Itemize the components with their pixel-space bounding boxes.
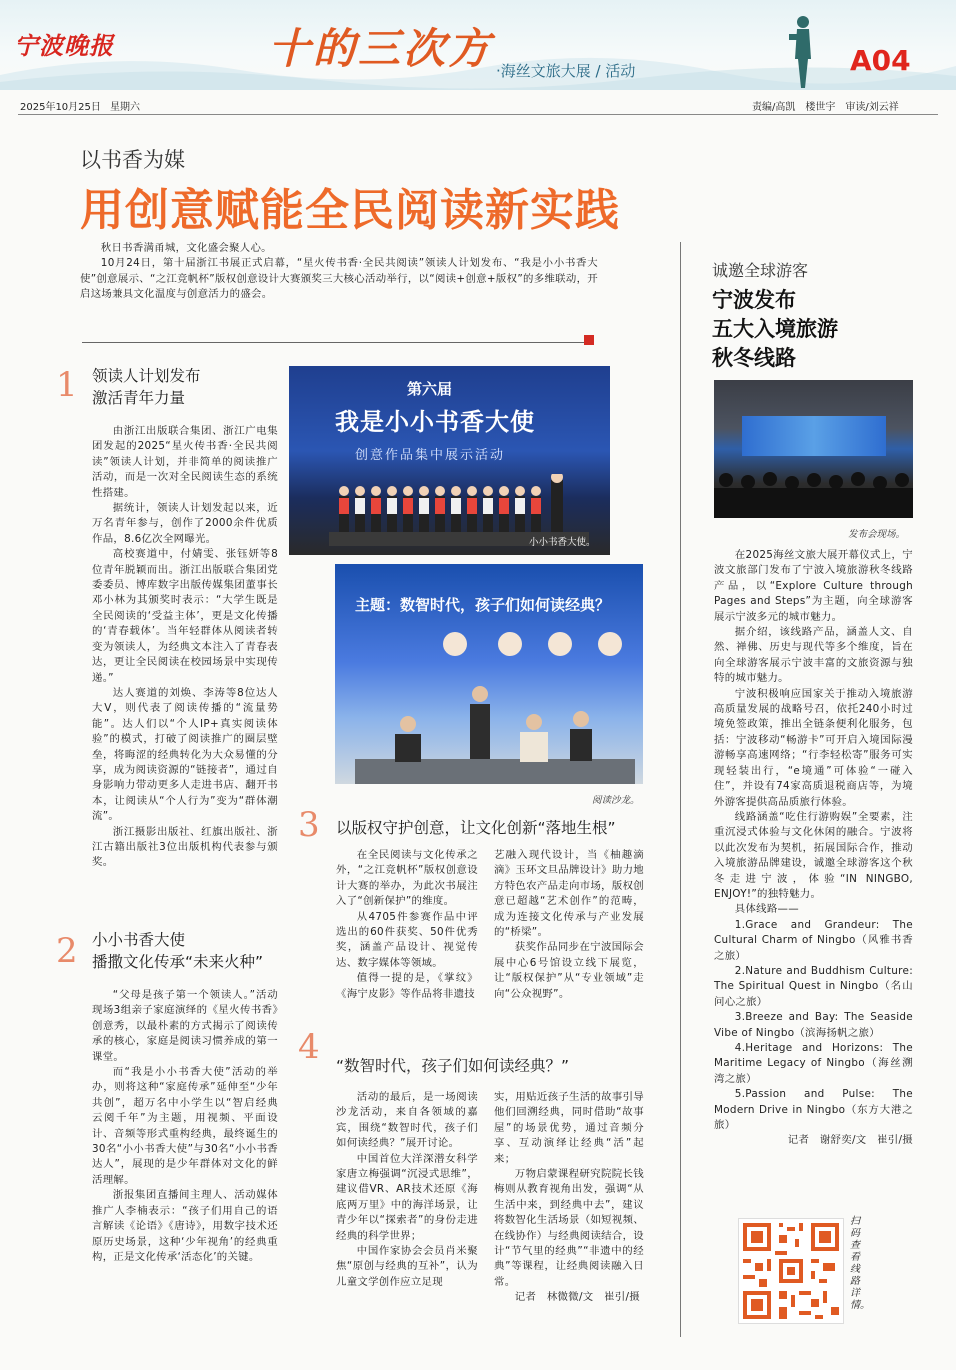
section-title: 播撒文化传承“未来火种”: [92, 953, 264, 971]
date: 2025年10月25日: [20, 102, 101, 113]
routes-title: 具体线路——: [734, 903, 799, 916]
section-number: 2: [56, 931, 78, 971]
paragraph: 万物启蒙课程研究院院长钱梅则从教育视角出发，强调“从生活中来，到经典中去”，建议将数智化生活场景（如短视频、在线协作）与经典阅读结合，设计“节气里的经典”“非遗中的经典”等课程，让经典阅读融入日常。: [494, 1168, 644, 1288]
headline-kicker: 以书香为媒: [80, 148, 185, 172]
section3-col1: [336, 848, 478, 1002]
paragraph: 浙报集团直播间主理人、活动媒体推广人李楠表示：“孩子们用自己的语言解读《论语》《唐诗》，用数字技术还原历史场景，这种‘少年视角’的经典重构，正是文化传承‘活态化’的关键。: [92, 1189, 278, 1263]
paragraph: 由浙江出版联合集团、浙江广电集团发起的2025“星火传书香·全民共阅读”领读人计划，并非简单的阅读推广活动，而是一次对全民阅读生态的系统性搭建。: [92, 425, 278, 499]
paragraph: 艺融入现代设计，当《柚趣滴滴》玉环文旦品牌设计》助力地方特色农产品走向市场，版权创意已超越“艺术创作”的范畴，成为连接文化传承与产业发展的“桥梁”。: [494, 849, 644, 939]
paragraph: 据介绍，该线路产品，涵盖人文、自然、禅佛、历史与现代等多个维度，旨在向全球游客展示宁波丰富的文旅资源与独特的城市魅力。: [714, 626, 913, 685]
weekday: 星期六: [110, 102, 140, 113]
lead-paragraph: 秋日书香满甬城，文化盛会聚人心。: [100, 242, 272, 254]
masthead-rule: [18, 114, 938, 115]
byline: 记者 林微微/文 崔引/摄: [514, 1291, 640, 1304]
section-number: 4: [298, 1027, 320, 1067]
lead-rule: [82, 342, 592, 343]
photo1-heading: 创意作品集中展示活动: [355, 448, 506, 463]
photo1-caption: 小小书香大使。: [529, 537, 596, 548]
column-subtitle: ·海丝文旅大展 / 活动: [496, 62, 636, 80]
photo1-heading: 我是小小书香大使: [335, 408, 535, 436]
photo-little-ambassadors: [289, 366, 610, 555]
section3-col2: [494, 848, 644, 1002]
qr-code[interactable]: [738, 1218, 844, 1324]
section4-col1: [336, 1090, 478, 1290]
paragraph: 从4705件参赛作品中评选出的60件获奖、50件优秀奖，涵盖产品设计、视觉传达、数字媒体等领域。: [336, 910, 478, 969]
section2-body: [92, 988, 278, 1265]
lead-rule-square: [584, 335, 594, 345]
section-number: 1: [56, 365, 78, 405]
paragraph: 宁波积极响应国家关于推动入境旅游高质量发展的战略号召，依托240小时过境免签政策，推出全链条便利化服务，包括：宁波移动“畅游卡”可开启入境国际漫游畅享高速网络；“行李轻松寄”服务可实现轻装出行，“e境通”可体验“一碰入住”，并设有74家高质退税商店等，为境外游客提供高品质旅行体验。: [714, 687, 913, 808]
launch-screen: [742, 416, 886, 456]
paragraph: 而“我是小小书香大使”活动的举办，则将这种“家庭传承”延伸至“少年共创”，超万名中小学生以“智启经典 云阅千年”为主题，用视频、平面设计、音频等形式重构经典，最终诞生的30名“小小书香大使”与30名“小小书香达人”，展现的是少年群体对文化的鲜活理解。: [92, 1066, 278, 1186]
masthead: [0, 0, 956, 92]
byline: 记者 谢舒奕/文 崔引/摄: [787, 1134, 913, 1147]
lead: [80, 241, 598, 303]
editors: 责编/高凯 楼世宇 审读/刘云祥: [752, 102, 899, 113]
paragraph: 在全民阅读与文化传承之外，“之江竞帆杯”版权创意设计大赛的举办，为此次书展注入了“创新保护”的维度。: [336, 849, 478, 908]
route-item: 3.Breeze and Bay: The Seaside Vibe of Ningbo（滨海扬帆之旅）: [714, 1011, 913, 1039]
section-number: 3: [298, 805, 320, 845]
sidebar-title: 宁波发布: [712, 288, 796, 312]
paragraph: 中国首位大洋深潜女科学家唐立梅强调“沉浸式思维”，建议借VR、AR技术还原《海底两万里》中的海洋场景，让青少年以“探索者”的身份走进经典的科学世界；: [336, 1152, 478, 1242]
lead-paragraph: 10月24日，第十届浙江书展正式启幕，“星火传书香·全民共阅读”领读人计划发布、“我是小小书香大使”创意展示、“之江竞帆杯”版权创意设计大赛颁奖三大核心活动举行，以“阅读+创意+版权”的多维联动，开启这场兼具文化温度与创意活力的盛会。: [80, 257, 598, 301]
qr-pattern-icon: [739, 1219, 843, 1323]
sidebar-title: 五大入境旅游: [712, 317, 838, 341]
photo1-heading: 第六届: [407, 380, 453, 398]
paragraph: 中国作家协会会员肖米聚焦“原创与经典的互补”，认为儿童文学创作应立足现: [336, 1245, 478, 1288]
paragraph: “父母是孩子第一个领读人。”活动现场3组亲子家庭演绎的《星火传书香》创意秀，以最朴素的方式揭示了阅读传承的核心，家庭是阅读习惯养成的第一课堂。: [92, 989, 278, 1063]
logo: 宁波晚报: [14, 31, 114, 60]
sidebar-photo-caption: 发布会现场。: [848, 529, 906, 540]
route-item: 2.Nature and Buddhism Culture: The Spiritual Quest in Ningbo（名山问心之旅）: [714, 964, 913, 1008]
section-title: 小小书香大使: [92, 931, 186, 949]
sidebar-kicker: 诚邀全球游客: [712, 261, 809, 280]
reader-figure-icon: [788, 14, 818, 90]
paragraph: 实，用贴近孩子生活的故事引导他们回溯经典，同时借助“故事屋”的场景优势，通过音频分享、互动演绎让经典“活”起来；: [494, 1091, 644, 1165]
paragraph: 在2025海丝文旅大展开幕仪式上，宁波文旅部门发布了宁波入境旅游秋冬线路产品，以“Explore Culture through Pages and Steps”为主题，向全球游客展示宁波多元的城市魅力。: [714, 549, 913, 623]
paragraph: 值得一提的是，《掌纹》《海宁皮影》等作品将非遗技: [336, 972, 478, 1000]
paragraph: 获奖作品同步在宁波国际会展中心6号馆设立线下展览，让“版权保护”从“专业领域”走向“公众视野”。: [494, 941, 644, 1000]
paragraph: 据统计，领读人计划发起以来，近万名青年参与，创作了2000余件优质作品，8.6亿次全网曝光。: [92, 502, 278, 545]
column-title: 十的三次方: [268, 24, 494, 73]
section-title: “数智时代，孩子们如何读经典？”: [336, 1057, 570, 1075]
route-item: 5.Passion and Pulse: The Modern Drive in Ningbo（东方大港之旅）: [714, 1088, 913, 1132]
section-title: 激活青年力量: [92, 389, 186, 407]
paragraph: 活动的最后，是一场阅读沙龙活动，来自各领域的嘉宾，围绕“数智时代，孩子们如何读经典？”展开讨论。: [336, 1091, 478, 1150]
photo2-caption: 阅读沙龙。: [592, 795, 640, 806]
paragraph: 线路涵盖“吃住行游购娱”全要素，注重沉浸式体验与文化休闲的融合。宁波将以此次发布为契机，拓展国际合作，推动入境旅游品牌建设，诚邀全球游客这个秋冬走进宁波，体验“IN NINGBO, ENJOY!”的独特魅力。: [714, 810, 913, 900]
paragraph: 达人赛道的刘焕、李涛等8位达人大V，则代表了阅读传播的“流量势能”。达人们以“个人IP+真实阅读体验”的模式，打破了阅读推广的圈层壁垒，将晦涩的经典转化为大众易懂的分享，成为阅读资源的“链接者”，通过自身影响力带动更多人走进书店、翻开书本，让阅读从“个人行为”变为“群体潮流”。: [92, 686, 278, 823]
route-item: 4.Heritage and Horizons: The Maritime Legacy of Ningbo（海丝溯湾之旅）: [714, 1042, 913, 1085]
photo2-banner: 主题：数智时代，孩子们如何读经典？: [355, 596, 611, 614]
headline-title: 用创意赋能全民阅读新实践: [80, 185, 620, 236]
section-title: 以版权守护创意，让文化创新“落地生根”: [336, 819, 616, 837]
sidebar-body: [714, 548, 913, 1149]
photo-launch-event: [714, 380, 913, 518]
audience-silhouettes: [714, 460, 913, 518]
page-number: A04: [850, 44, 911, 77]
sidebar-divider: [680, 242, 681, 1337]
section1-body: [92, 424, 278, 871]
section4-col2: [494, 1090, 644, 1306]
qr-note: 扫码查看线路详情。: [850, 1216, 870, 1311]
sidebar-title: 秋冬线路: [712, 346, 796, 370]
salon-panel: [355, 624, 635, 784]
photo-reading-salon: [335, 564, 643, 784]
route-item: 1.Grace and Grandeur: The Cultural Charm of Ningbo（风雅书香之旅）: [714, 918, 913, 962]
paragraph: 高校赛道中，付婧雯、张钰妍等8位青年脱颖而出。浙江出版联合集团党委委员、博库数字出版传媒集团董事长邓小林为其颁奖时表示：“大学生既是全民阅读的‘受益主体’，更是文化传播的‘青春载体’。当年轻群体从阅读者转变为领读人，为经典文本注入了青春表达，更让全民阅读在校园场景中实现传递。”: [92, 548, 278, 684]
paragraph: 浙江摄影出版社、红旗出版社、浙江古籍出版社3位出版机构代表参与颁奖。: [92, 825, 278, 869]
section-title: 领读人计划发布: [92, 367, 201, 385]
